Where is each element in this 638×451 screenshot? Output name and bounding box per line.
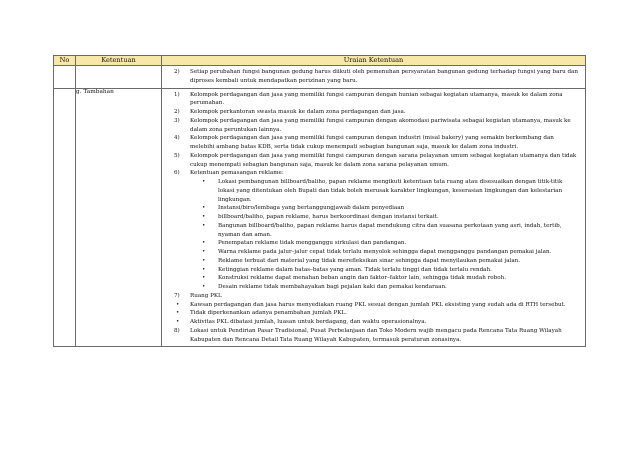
header-no: No <box>54 56 76 66</box>
list-item: 7) Ruang PKL <box>174 292 222 299</box>
header-uraian: Uraian Ketentuan <box>162 56 586 66</box>
list-item: 6) Ketentuan pemasangan reklame: • Lokasi pembangunan billboard/baliho, papan reklame mengikuti ketentuan tata ruang atau disesuaikan dengan titik-titik lokasi yang ditentukan oleh Bupati dan tidak boleh merusak karakter lingkungan, keserasian lingkungan dan kelestarian lingkungan. • Instansi/biro/lembaga yang bertanggungjawab dalam penyediaan • billboard/baliho, papan reklame, harus berkoordinasi dengan instansi terkait. • Bangunan billboard/baliho, papan reklame harus dapat mendukung citra dan suasana perkotaan yang asri, indah, tertib, nyaman dan aman. • Penempatan reklame tidak mengganggu sirkulasi dan pandangan. • Warna reklame pada jalur–jalur cepat tidak terlalu menyolok sehingga dapat mengganggu pandangan pemakai jalan. • Reklame terbuat dari material yang tidak merefleksikan sinar sehingga dapat menyilaukan pemakai jalan. • Ketinggian reklame dalam batas–batas yang aman. Tidak terlalu tinggi dan tidak terlalu rendah. • Konstruksi reklame dapat menahan beban angin dan faktor–faktor lain, sehingga tidak mudah roboh. • Desain reklame tidak membahayakan bagi pejalan kaki dan pemakai kendaraan. <box>162 169 579 292</box>
cell-uraian <box>162 88 586 347</box>
list-item: 3) Kelompok perdagangan dan jasa yang memiliki fungsi campuran dengan akomodasi pariwisata sebagai kegiatan utamanya, masuk ke dalam zona peruntukan lainnya. <box>174 117 571 133</box>
list-item: 2) Setiap perubahan fungsi bangunan gedung harus diikuti oleh pemenuhan persyaratan bangunan gedung terhadap fungsi yang baru dan diproses kembali untuk mendapatkan perizinan yang baru. <box>174 69 578 84</box>
list-item: 4) Kelompok perdagangan dan jasa yang memiliki fungsi campuran dengan industri (misal bakery) yang semakin berkembang dan melebihi ambang batas KDB, serta tidak cukup menempati sebagian bangunan saja, masuk ke dalam zona industri. <box>174 135 554 150</box>
sub-list-item: • Bangunan billboard/baliho, papan reklame harus dapat mendukung citra dan suasana perkotaan yang asri, indah, tertib, nyaman dan aman. <box>202 222 562 238</box>
table-row <box>54 66 586 89</box>
cell-uraian <box>162 66 586 89</box>
cell-no <box>54 88 76 347</box>
cell-no <box>54 66 76 89</box>
sub-list-item: • Desain reklame tidak membahayakan bagi pejalan kaki dan pemakai kendaraan. <box>202 284 447 290</box>
sub-list-item: • Warna reklame pada jalur–jalur cepat tidak terlalu menyolok sehingga dapat mengganggu pandangan pemakai jalan. <box>202 249 552 255</box>
list-item: • Tidak diperkenankan adanya penambahan jumlah PKL. <box>176 310 347 317</box>
row-label-tambahan: g. Tambahan <box>76 88 162 347</box>
list-tambahan <box>162 89 585 347</box>
sub-list-item: • billboard/baliho, papan reklame, harus berkoordinasi dengan instansi terkait. <box>202 214 439 220</box>
list-item: • Aktivitas PKL dibatasi jumlah, luasan untuk berdagang, dan waktu operasionalnya. <box>176 319 427 325</box>
header-ketentuan: Ketentuan <box>76 56 162 66</box>
list-item: 8) Lokasi untuk Pendirian Pasar Tradisional, Pusat Perbelanjaan dan Toko Modern wajib mengacu pada Rencana Tata Ruang Wilayah Kabupaten dan Rencana Detail Tata Ruang Wilayah Kabupaten, termasuk peraturan zonasinya. <box>174 327 562 343</box>
sub-list-item: • Penempatan reklame tidak mengganggu sirkulasi dan pandangan. <box>202 240 407 247</box>
sub-list-item: • Ketinggian reklame dalam batas–batas yang aman. Tidak terlalu tinggi dan tidak terlalu rendah. <box>202 266 492 273</box>
sub-list-item: • Instansi/biro/lembaga yang bertanggungjawab dalam penyediaan <box>202 205 405 212</box>
list-item: • Kawsan perdagangan dan jasa harus menyediakan ruang PKL sesuai dengan jumlah PKL eksisting yang sudah ada di RTH tersebut. <box>176 301 566 308</box>
list-item: 1) Kelompok perdagangan dan jasa yang memiliki fungsi campuran dengan hunian sebagai kegiatan utamanya, masuk ke dalam zona perumahan. <box>174 91 563 107</box>
sub-list-item: • Lokasi pembangunan billboard/baliho, papan reklame mengikuti ketentuan tata ruang atau disesuaikan dengan titik-titik lokasi yang ditentukan oleh Bupati dan tidak boleh merusak karakter lingkungan, keserasian lingkungan dan kelestarian lingkungan. <box>202 179 563 203</box>
regulation-table <box>53 55 586 347</box>
sub-list-item: • Konstruksi reklame dapat menahan beban angin dan faktor–faktor lain, sehingga tidak mudah roboh. <box>202 275 506 282</box>
list-item: 2) Kelompok perkantoran swasta masuk ke dalam zona perdagangan dan jasa. <box>174 109 406 115</box>
reklame-sublist <box>190 178 579 292</box>
cell-ketentuan <box>76 66 162 89</box>
table-header-row <box>54 56 586 66</box>
list-item: 5) Kelompok perdagangan dan jasa yang memiliki fungsi campuran dengan sarana pelayanan umum sebagai kegiatan utamanya dan tidak cukup menempati sebagian bangunan saja, masuk ke dalam zona sarana pelayanan umum. <box>174 152 577 168</box>
table-row <box>54 88 586 347</box>
list-row1 <box>162 66 585 88</box>
sub-list-item: • Reklame terbuat dari material yang tidak merefleksikan sinar sehingga dapat menyilaukan pemakai jalan. <box>202 257 521 264</box>
